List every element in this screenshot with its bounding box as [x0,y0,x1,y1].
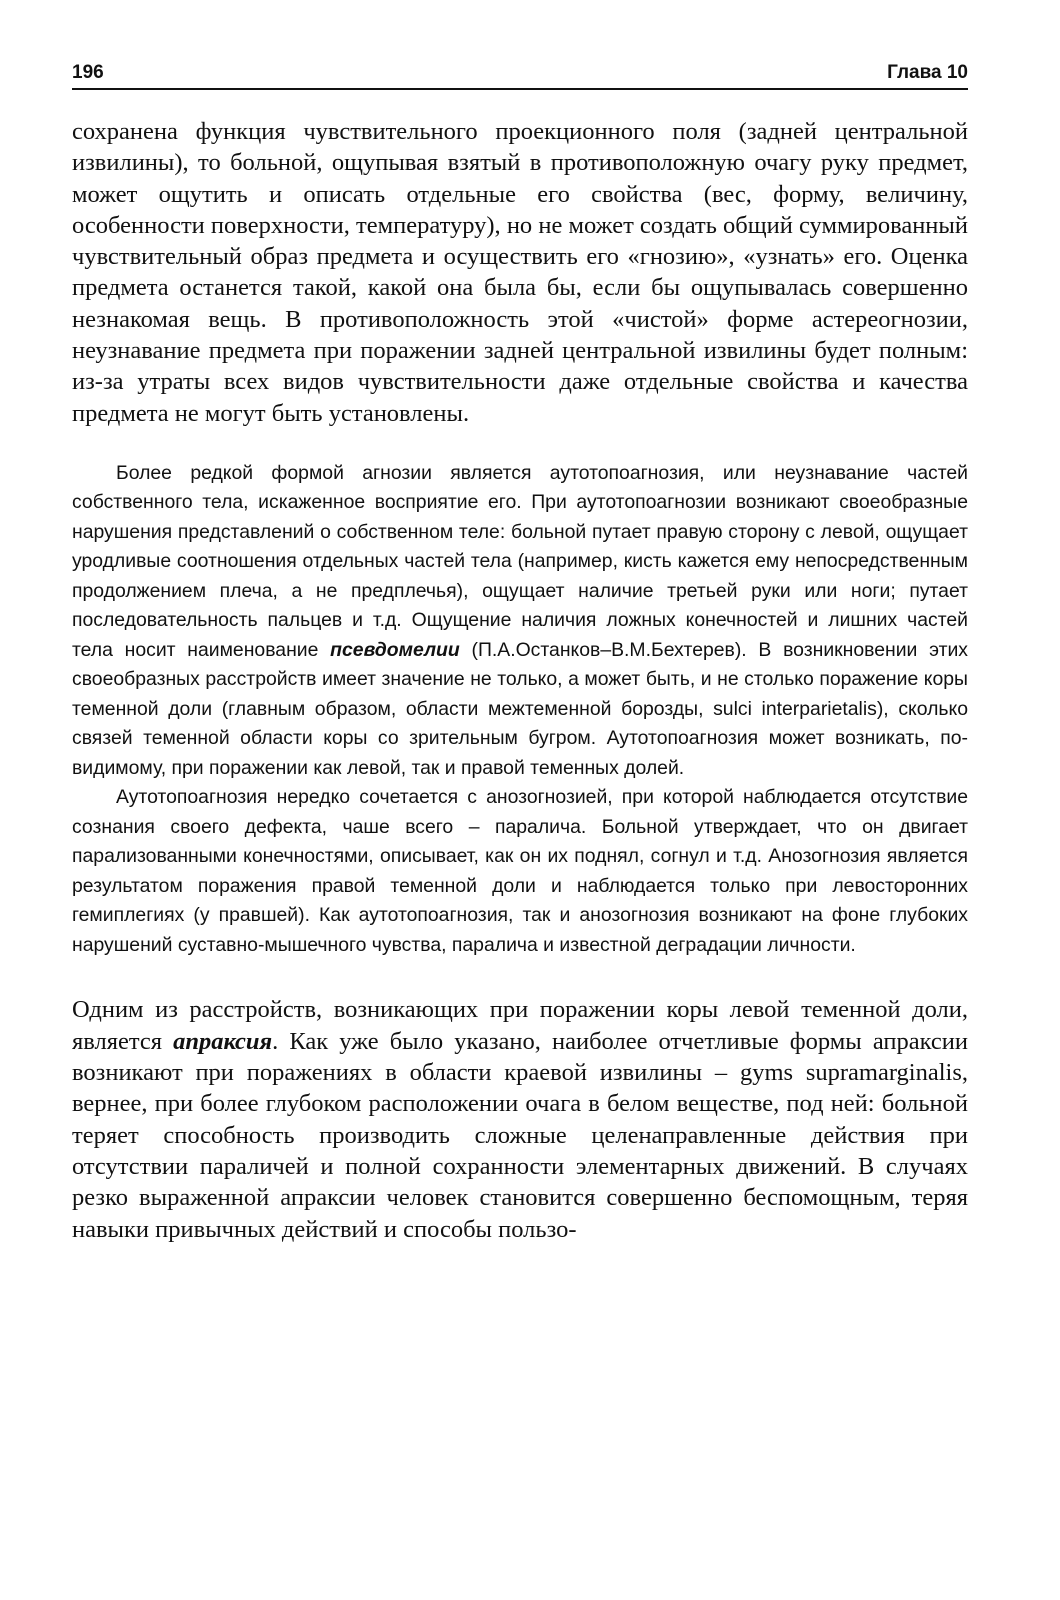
paragraph: Аутотопоагнозия нередко сочетается с анозогнозией, при которой наблюдается отсутствие сознания своего дефекта, чаше всего – паралича. Больной утверждает, что он двигает парализованными конечностями, описывает, как он их поднял, согнул и т.д. Анозогнозия является результатом поражения правой теменной доли и наблюдается только при левосторонних гемиплегиях (у правшей). Как аутотопоагнозия, так и анозогнозия возникают на фоне глубоких нарушений суставно-мышечного чувства, паралича и известной деградации личности. [72,786,968,956]
paragraph [72,994,968,1244]
text-block-autotopagnosia [72,459,968,961]
chapter-title: Глава 10 [887,62,968,83]
term-apraxia: апраксия [173,1027,273,1055]
paragraph [72,459,968,784]
paragraph-text: Одним из расстройств, возникающих при поражении коры левой теменной доли, является [72,996,968,1055]
book-page [72,62,968,1245]
running-head [72,62,968,90]
term-pseudomelia: псевдомелии [330,638,460,661]
page-number: 196 [72,62,104,83]
paragraph-text: . Как уже было указано, наиболее отчетливые формы апраксии возникают при поражениях в области краевой извилины – gyms supramarginalis, вернее, при более глубоком расположении очага в белом веществе, под ней: больной теряет способность производить сложные целенаправленные действия при отсутствии параличей и полной сохранности элементарных движений. В случаях резко выраженной апраксии человек становится совершенно беспомощным, теряя навыки привычных действий и способы пользо- [72,1027,969,1243]
paragraph-text: (П.А.Останков–В.М.Бехтерев). В возникновении этих своеобразных расстройств имеет значение не только, а может быть, и не столько поражение коры теменной доли (главным образом, области межтеменной борозды, sulci interparietalis), сколько связей теменной области коры со зрительным бугром. Аутотопоагнозия может возникать, по-видимому, при поражении как левой, так и правой теменных долей. [72,638,969,779]
text-block-apraxia [72,994,968,1244]
paragraph-text: Более редкой формой агнозии является аутотопоагнозия, или неузнавание частей собственного тела, искаженное восприятие его. При аутотопоагнозии возникают своеобразные нарушения представлений о собственном теле: больной путает правую сторону с левой, ощущает уродливые соотношения отдельных частей тела (например, кисть кажется ему непосредственным продолжением плеча, а не предплечья), ощущает наличие третьей руки или ноги; путает последовательность пальцев и т.д. Ощущение наличия ложных конечностей и лишних частей тела носит наименование [72,461,968,661]
paragraph: сохранена функция чувствительного проекционного поля (задней центральной извилины), то больной, ощупывая взятый в противоположную очагу руку предмет, может ощутить и описать отдельные его свойства (вес, форму, величину, особенности поверхности, температуру), но не может создать общий суммированный чувствительный образ предмета и осуществить его «гнозию», «узнать» его. Оценка предмета останется такой, какой она была бы, если бы ощупывалась совершенно незнакомая вещь. В противоположность этой «чистой» форме астереогнозии, неузнавание предмета при поражении задней центральной извилины будет полным: из-за утраты всех видов чувствительности даже отдельные свойства и качества предмета не могут быть установлены. [72,118,968,427]
text-block-astereognosis [72,116,968,429]
